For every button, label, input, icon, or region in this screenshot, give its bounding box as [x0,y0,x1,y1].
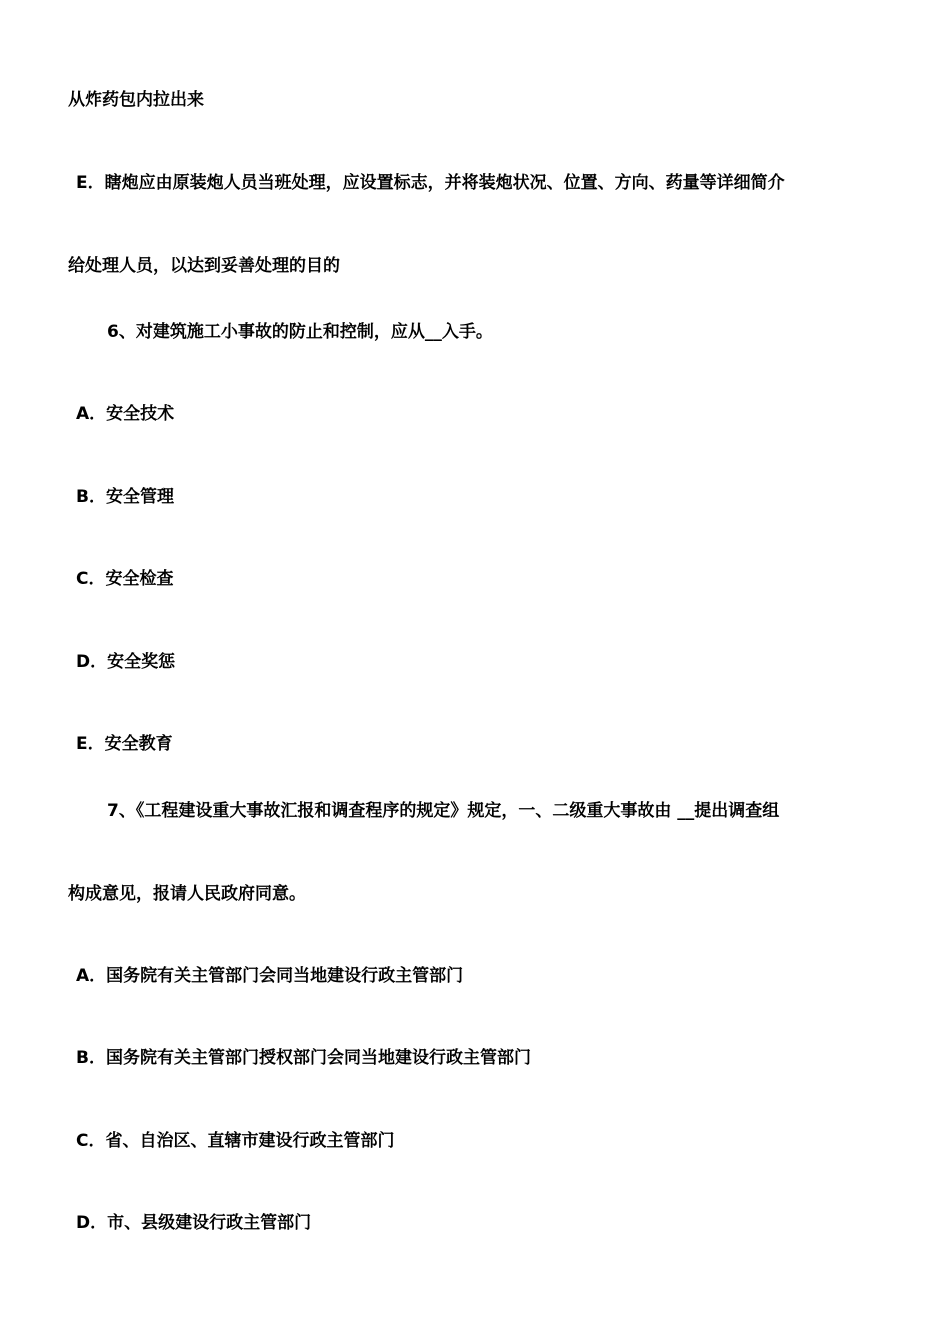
question-6-option-c: C．安全检查 [76,569,174,589]
question-6-option-e: E．安全教育 [76,734,173,754]
question-7-option-d: D．市、县级建设行政主管部门 [76,1213,312,1233]
question-7-option-c: C．省、自治区、直辖市建设行政主管部门 [76,1131,395,1151]
question-7-option-a: A．国务院有关主管部门会同当地建设行政主管部门 [76,966,464,986]
question-6-option-b: B．安全管理 [76,487,174,507]
text-line-continuation-2: 给处理人员，以达到妥善处理的目的 [68,256,340,276]
question-7: 7、《工程建设重大事故汇报和调查程序的规定》规定，一、二级重大事故由 __提出调查组 [107,801,780,821]
text-line-continuation: 从炸药包内拉出来 [68,90,204,110]
option-e-text: E．瞎炮应由原装炮人员当班处理，应设置标志，并将装炮状况、位置、方向、药量等详细简介 [76,173,785,193]
question-7-continuation: 构成意见，报请人民政府同意。 [68,884,306,904]
question-6: 6、对建筑施工小事故的防止和控制，应从__入手。 [107,322,493,342]
question-7-option-b: B．国务院有关主管部门授权部门会同当地建设行政主管部门 [76,1048,531,1068]
question-6-option-d: D．安全奖惩 [76,652,176,672]
question-6-option-a: A．安全技术 [76,404,175,424]
